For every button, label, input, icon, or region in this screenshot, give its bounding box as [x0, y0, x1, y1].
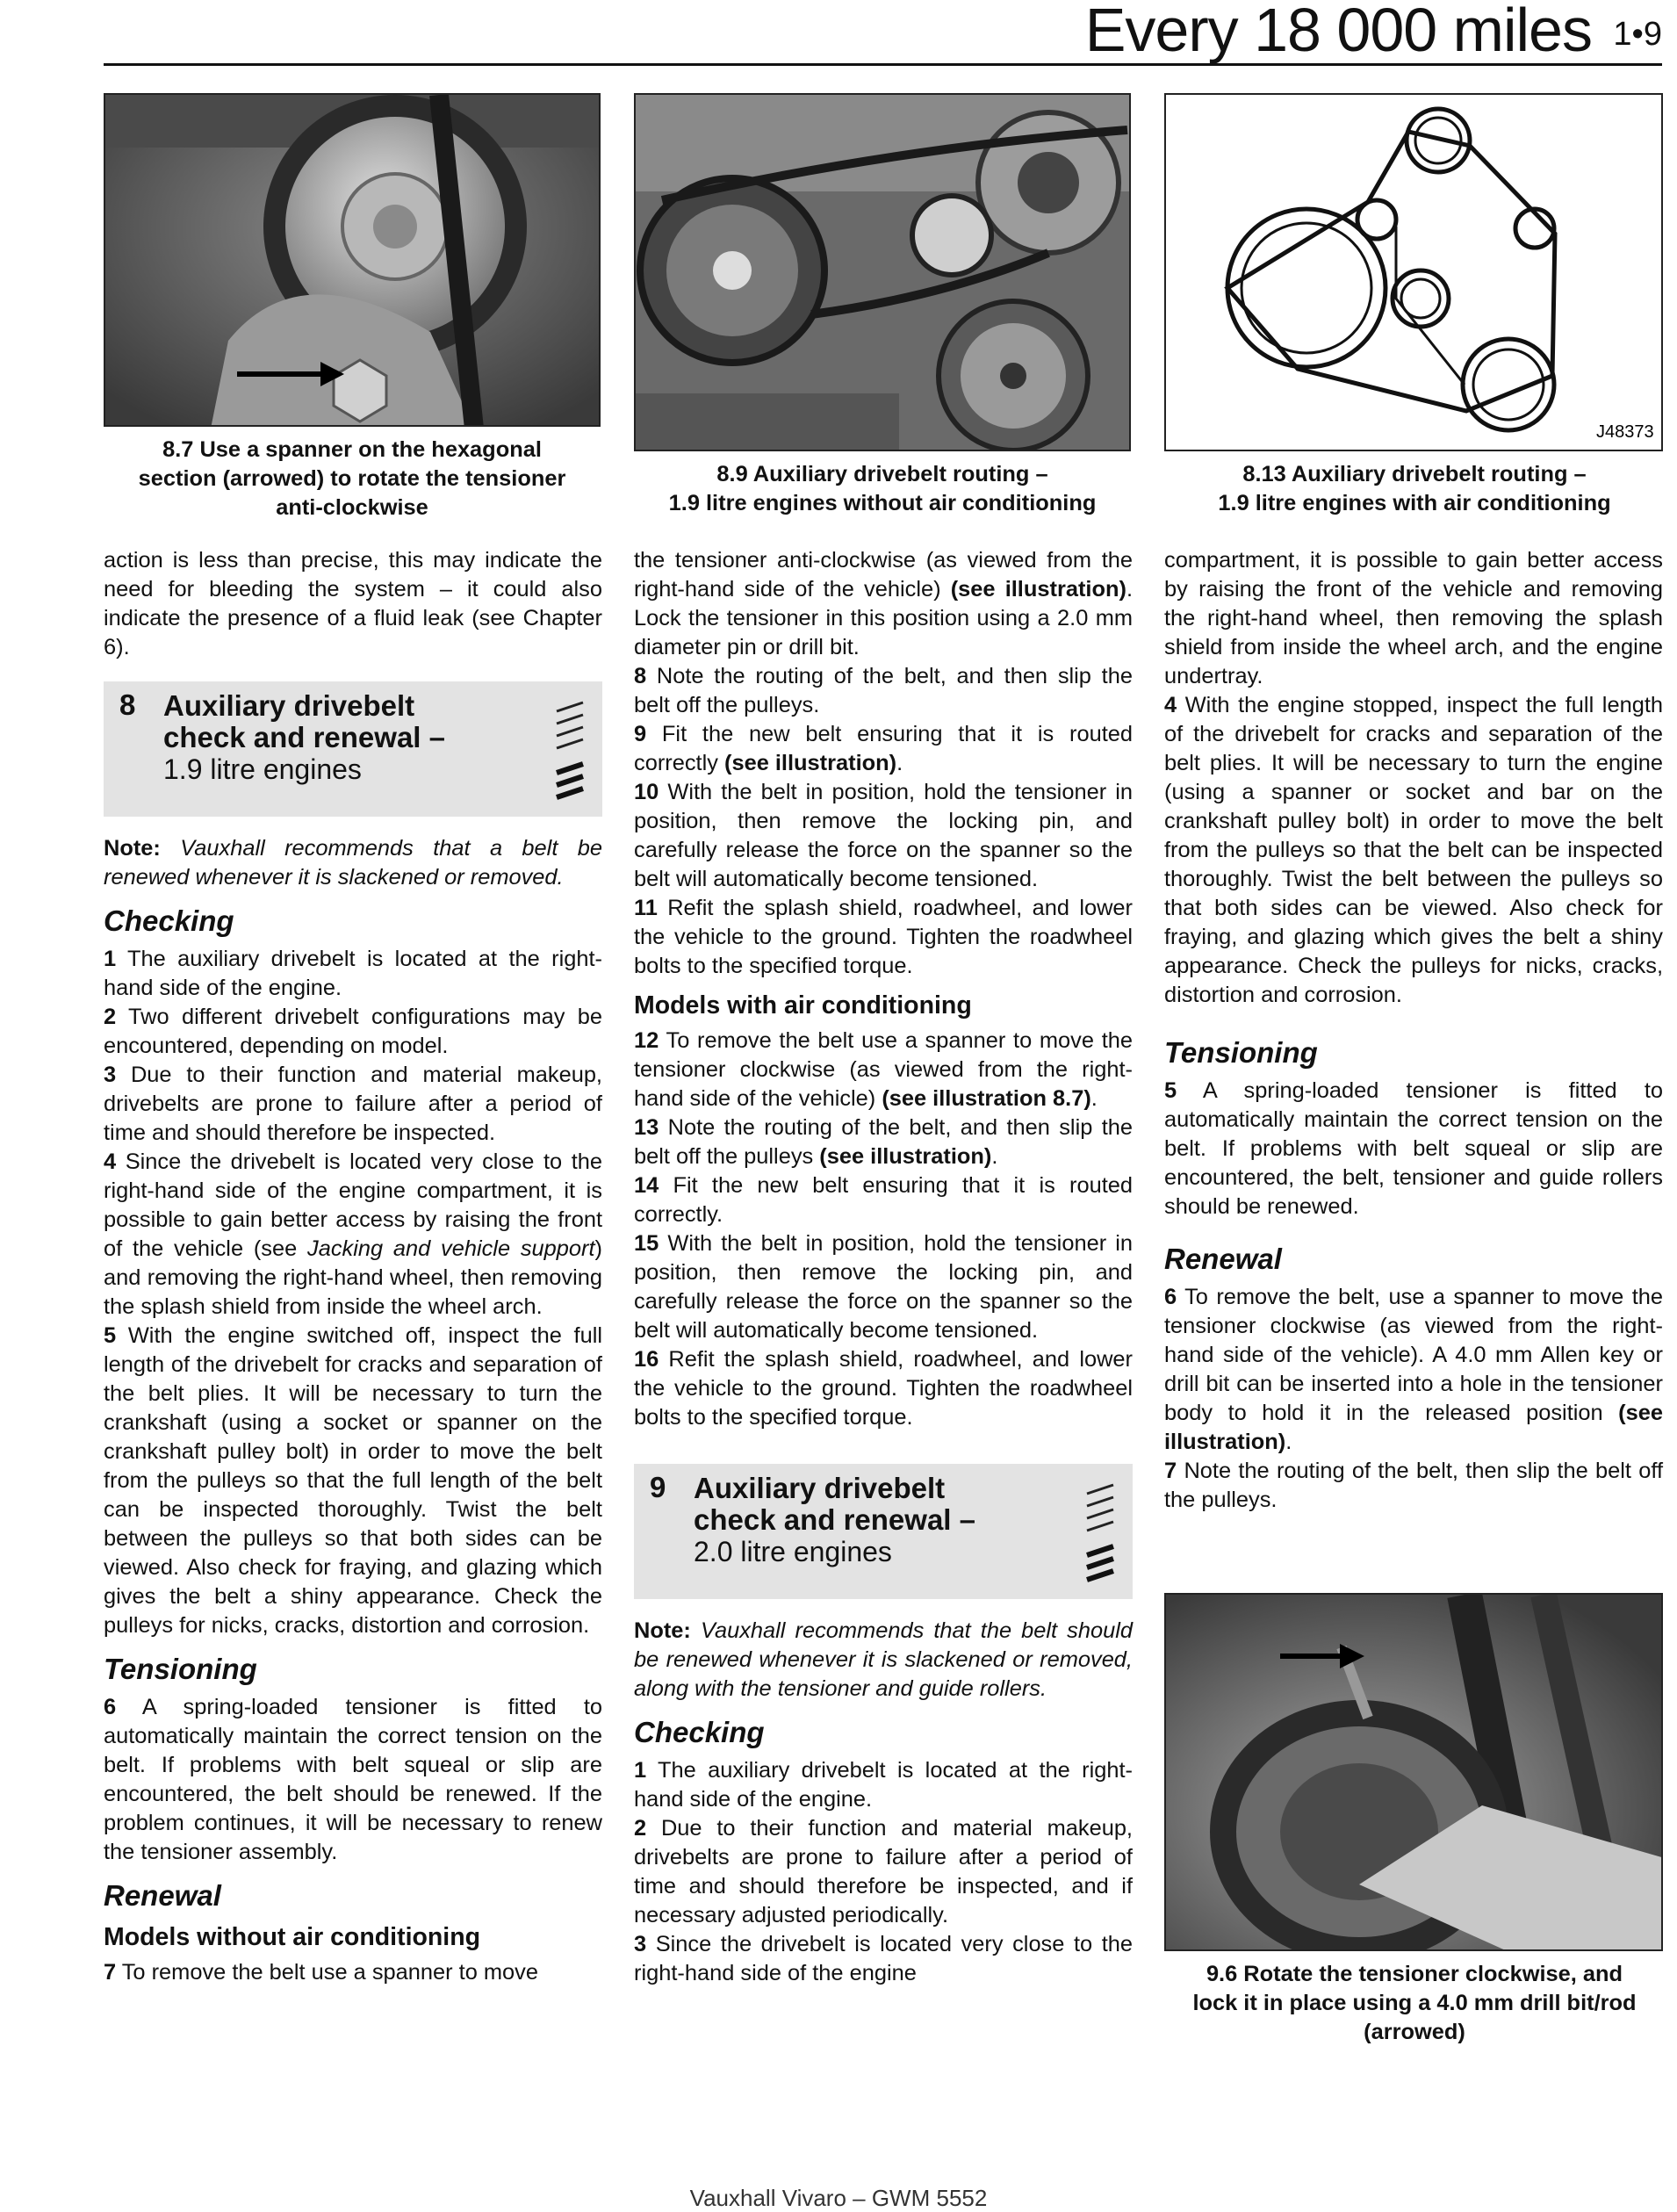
section-title-line2: check and renewal –	[163, 721, 445, 753]
tensioner-photo-image	[105, 95, 601, 427]
section-subtitle: 1.9 litre engines	[163, 753, 362, 785]
note-paragraph: Note: Vauxhall recommends that a belt be renewed whenever it is slackened or removed.	[104, 836, 602, 890]
step-paragraph: 8 Note the routing of the belt, and then slip the belt off the pulleys.	[634, 664, 1133, 717]
step-paragraph: 15 With the belt in position, hold the tensioner in position, then remove the locking pin, and carefully release the force on the spanner so the belt will automatically become tensioned.	[634, 1231, 1134, 1343]
text-column-2	[634, 546, 1133, 1988]
step-paragraph: 3 Since the drivebelt is located very close to the right-hand side of the engine	[634, 1932, 1133, 1985]
step-paragraph: 1 The auxiliary drivebelt is located at the right-hand side of the engine.	[634, 1758, 1133, 1812]
paragraph: the tensioner anti-clockwise (as viewed from the right-hand side of the vehicle) (see illustration). Lock the tensioner in this position using a 2.0 mm diameter pin or drill bit.	[634, 548, 1134, 659]
page-header	[104, 0, 1662, 66]
step-paragraph: 4 Since the drivebelt is located very close to the right-hand side of the engine compartment, it is possible to gain better access by raising the front of the vehicle (see Jacking and vehicle support) and removing the right-hand wheel, then removing the splash shield from inside the wheel arch.	[104, 1149, 602, 1319]
section-title-line1: Auxiliary drivebelt	[163, 689, 415, 722]
tensioner-drill-bit-photo-image	[1166, 1595, 1663, 1951]
page-title: Every 18 000 miles	[1084, 0, 1592, 64]
figure-8-13-caption: 8.13 Auxiliary drivebelt routing – 1.9 litre engines with air conditioning	[1218, 462, 1611, 515]
subheading-models-with-ac: Models with air conditioning	[634, 991, 972, 1020]
difficulty-spanner-icon	[1082, 1476, 1122, 1589]
figure-8-7-photo	[104, 93, 601, 427]
figure-8-7-caption: 8.7 Use a spanner on the hexagonal section (arrowed) to rotate the tensioner anti-clockwise	[138, 437, 566, 520]
section-number: 9	[650, 1471, 666, 1503]
subheading-models-without-ac: Models without air conditioning	[104, 1923, 481, 1951]
heading-tensioning: Tensioning	[1164, 1036, 1318, 1069]
page-number: 1•9	[1613, 16, 1662, 53]
step-paragraph: 4 With the engine stopped, inspect the full length of the drivebelt for cracks and separation of the belt plies. It will be necessary to turn the engine (using a spanner or socket and bar on the crankshaft pulley bolt) in order to move the belt from the pulleys so that the belt can be inspected thoroughly. Twist the belt between the pulleys so that both sides can be viewed. Also check for fraying, and glazing which gives the belt a shiny appearance. Check the pulleys for nicks, cracks, distortion and corrosion.	[1164, 693, 1663, 1007]
step-paragraph: 6 To remove the belt, use a spanner to move the tensioner clockwise (as viewed from the right-hand side of the vehicle). A 4.0 mm Allen key or drill bit can be inserted into a hole in the tensioner body to hold it in the released position (see illustration).	[1164, 1285, 1663, 1454]
step-paragraph: 7 Note the routing of the belt, then slip the belt off the pulleys.	[1164, 1459, 1664, 1512]
step-paragraph: 6 A spring-loaded tensioner is fitted to automatically maintain the correct tension on the belt. If problems with belt squeal or slip are encountered, the belt should be renewed. If the problem continues, it will be necessary to renew the tensioner assembly.	[104, 1695, 603, 1864]
step-paragraph: 2 Due to their function and material makeup, drivebelts are prone to failure after a period of time and should therefore be inspected, and if necessary adjusted periodically.	[634, 1816, 1133, 1927]
figure-9-6-caption: 9.6 Rotate the tensioner clockwise, and lock it in place using a 4.0 mm drill bit/rod (arrowed)	[1192, 1962, 1637, 2044]
step-paragraph: 13 Note the routing of the belt, and then slip the belt off the pulleys (see illustration).	[634, 1115, 1133, 1169]
step-paragraph: 2 Two different drivebelt configurations may be encountered, depending on model.	[104, 1005, 602, 1058]
section-title-line1: Auxiliary drivebelt	[694, 1472, 946, 1504]
heading-renewal: Renewal	[104, 1879, 221, 1912]
section-8-heading-box	[104, 681, 602, 817]
step-paragraph: 7 To remove the belt use a spanner to move	[104, 1960, 538, 1985]
step-paragraph: 9 Fit the new belt ensuring that it is routed correctly (see illustration).	[634, 722, 1133, 775]
heading-checking: Checking	[104, 904, 234, 937]
step-paragraph: 1 The auxiliary drivebelt is located at the right-hand side of the engine.	[104, 947, 602, 1000]
figure-8-9-caption: 8.9 Auxiliary drivebelt routing – 1.9 litre engines without air conditioning	[668, 462, 1097, 515]
section-title-line2: check and renewal –	[694, 1503, 975, 1536]
belt-routing-photo-image	[636, 95, 1131, 451]
difficulty-spanner-icon	[551, 694, 592, 806]
step-paragraph: 16 Refit the splash shield, roadwheel, and lower the vehicle to the ground. Tighten the roadwheel bolts to the specified torque.	[634, 1347, 1133, 1430]
figure-8-9-photo	[634, 93, 1131, 451]
heading-tensioning: Tensioning	[104, 1653, 257, 1685]
step-paragraph: 14 Fit the new belt ensuring that it is routed correctly.	[634, 1173, 1133, 1227]
step-paragraph: 11 Refit the splash shield, roadwheel, and lower the vehicle to the ground. Tighten the roadwheel bolts to the specified torque.	[634, 896, 1133, 978]
paragraph: action is less than precise, this may indicate the need for bleeding the system – it could also indicate the presence of a fluid leak (see Chapter 6).	[104, 548, 602, 659]
diagram-code: J48373	[1596, 422, 1654, 442]
paragraph: compartment, it is possible to gain better access by raising the front of the vehicle and removing the right-hand wheel, then removing the splash shield from inside the wheel arch, and the engine undertray.	[1164, 548, 1663, 688]
belt-routing-diagram	[1166, 95, 1663, 451]
figure-9-6-photo	[1164, 1593, 1663, 1951]
section-subtitle: 2.0 litre engines	[694, 1536, 892, 1567]
step-paragraph: 5 A spring-loaded tensioner is fitted to automatically maintain the correct tension on the belt. If problems with belt squeal or slip are encountered, the belt, tensioner and guide rollers should be renewed.	[1164, 1078, 1664, 1219]
step-paragraph: 12 To remove the belt use a spanner to move the tensioner clockwise (as viewed from the right-hand side of the vehicle) (see illustration 8.7).	[634, 1028, 1133, 1111]
section-9-heading-box	[634, 1464, 1133, 1599]
figure-8-13-diagram	[1164, 93, 1663, 451]
section-number: 8	[119, 688, 136, 721]
step-paragraph: 3 Due to their function and material makeup, drivebelts are prone to failure after a period of time and should therefore be inspected.	[104, 1063, 602, 1145]
text-column-3	[1164, 546, 1663, 1515]
page-footer: Vauxhall Vivaro – GWM 5552	[689, 2185, 988, 2211]
text-column-1	[104, 546, 602, 1987]
step-paragraph: 10 With the belt in position, hold the tensioner in position, then remove the locking pin, and carefully release the force on the spanner so the belt will automatically become tensioned.	[634, 780, 1134, 891]
note-paragraph: Note: Vauxhall recommends that the belt should be renewed whenever it is slackened or removed, along with the tensioner and guide rollers.	[634, 1618, 1133, 1701]
heading-renewal: Renewal	[1164, 1243, 1282, 1275]
step-paragraph: 5 With the engine switched off, inspect the full length of the drivebelt for cracks and separation of the belt plies. It will be necessary to turn the crankshaft (using a socket or spanner on the crankshaft pulley bolt) in order to move the belt from the pulleys so that the full length of the belt can be inspected thoroughly. Twist the belt between the pulleys so that both sides can be viewed. Also check for fraying, and glazing which gives the belt a shiny appearance. Check the pulleys for nicks, cracks, distortion and corrosion.	[104, 1323, 602, 1638]
heading-checking: Checking	[634, 1716, 765, 1748]
